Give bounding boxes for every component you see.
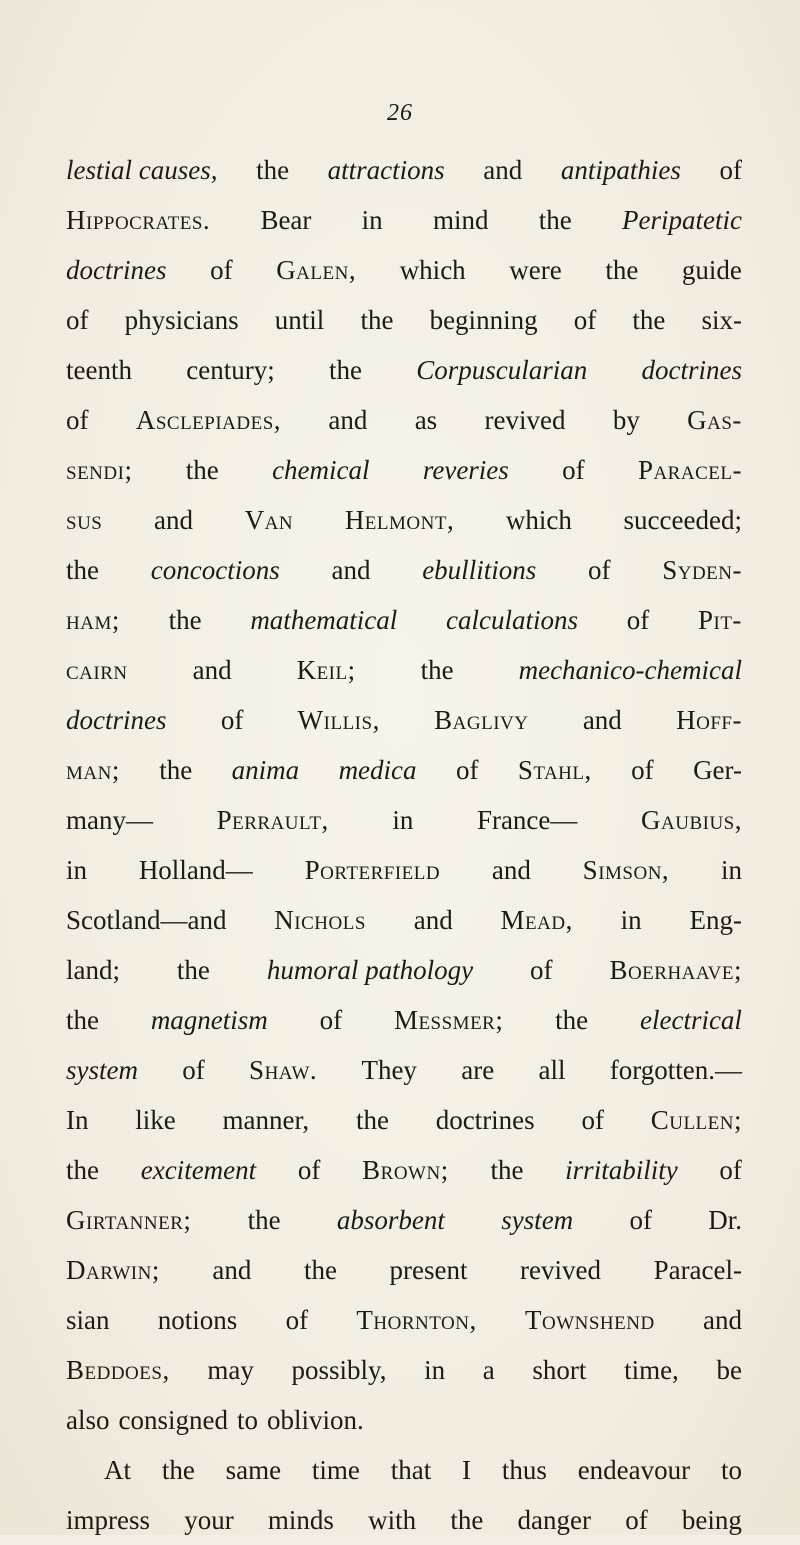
word: magnetism <box>150 1005 268 1035</box>
word: attractions <box>327 155 445 185</box>
word: guide <box>681 255 742 285</box>
word: the <box>450 1505 484 1535</box>
word: Paracel- <box>653 1255 742 1285</box>
word: the <box>360 305 394 335</box>
word: Porterfield <box>304 855 441 885</box>
word: the <box>538 205 572 235</box>
word: of <box>220 705 244 735</box>
word: doctrines <box>66 255 167 285</box>
text-line <box>66 345 742 395</box>
word: in <box>720 855 742 885</box>
text-line <box>66 695 742 745</box>
word: lestial causes, <box>66 155 218 185</box>
word: electrical <box>639 1005 742 1035</box>
word: cairn <box>66 655 128 685</box>
word: the <box>355 1105 389 1135</box>
word: Paracel- <box>637 455 742 485</box>
word: and <box>491 855 531 885</box>
word: mind <box>432 205 489 235</box>
word: also <box>66 1405 110 1435</box>
text-line <box>66 745 742 795</box>
word: antipathies <box>560 155 681 185</box>
text-line <box>66 1395 742 1445</box>
word: of <box>530 955 553 985</box>
word: Darwin; <box>66 1255 160 1285</box>
word: revived <box>520 1255 601 1285</box>
word: the <box>161 1455 195 1485</box>
word: and <box>413 905 453 935</box>
text-line <box>66 1045 742 1095</box>
word: in <box>66 855 88 885</box>
word: of <box>631 755 654 785</box>
word: to <box>720 1455 742 1485</box>
word: Keil; <box>296 655 356 685</box>
word: the <box>185 455 219 485</box>
page-number: 26 <box>387 100 413 126</box>
word: the <box>66 555 99 585</box>
text-line <box>66 245 742 295</box>
word: anima <box>231 755 300 785</box>
word: France— <box>476 805 578 835</box>
word: succeeded; <box>623 505 742 535</box>
word: calculations <box>446 605 579 635</box>
word: of <box>625 1505 648 1535</box>
text-line <box>66 945 742 995</box>
word: land; <box>66 955 120 985</box>
word: the <box>66 1155 99 1185</box>
text-line <box>66 1195 742 1245</box>
word: sus <box>66 505 103 535</box>
word: medica <box>338 755 417 785</box>
word: irritability <box>565 1155 678 1185</box>
word: doctrines <box>435 1105 535 1135</box>
word: present <box>389 1255 468 1285</box>
word: of <box>626 605 650 635</box>
word: Corpuscularian <box>416 355 588 385</box>
word: Gaubius, <box>641 805 742 835</box>
word: Perrault, <box>216 805 329 835</box>
word: same <box>225 1455 282 1485</box>
text-line <box>66 1245 742 1295</box>
word: like <box>135 1105 176 1135</box>
word: minds <box>267 1505 334 1535</box>
word: that <box>390 1455 432 1485</box>
word: the <box>159 755 193 785</box>
word: in <box>392 805 414 835</box>
word: of <box>719 1155 742 1185</box>
word: of <box>455 755 479 785</box>
word: the <box>420 655 454 685</box>
word: of <box>573 305 597 335</box>
word: and <box>328 405 368 435</box>
word: in <box>620 905 642 935</box>
text-line <box>66 645 742 695</box>
text-line <box>66 1145 742 1195</box>
text-line <box>66 1295 742 1345</box>
word: and <box>582 705 622 735</box>
word: reveries <box>422 455 509 485</box>
word: were <box>509 255 562 285</box>
text-line <box>66 1495 742 1545</box>
text-line <box>66 895 742 945</box>
word: endeavour <box>577 1455 691 1485</box>
word: of <box>319 1005 343 1035</box>
text-line <box>66 995 742 1045</box>
word: short <box>532 1355 587 1385</box>
word: consigned <box>118 1405 228 1435</box>
word: I <box>462 1455 472 1485</box>
word: absorbent <box>336 1205 445 1235</box>
word: the <box>490 1155 524 1185</box>
text-line <box>66 845 742 895</box>
word: notions <box>157 1305 238 1335</box>
word: Van <box>244 505 294 535</box>
word: with <box>368 1505 417 1535</box>
word: physicians <box>124 305 239 335</box>
word: Townshend <box>525 1305 655 1335</box>
word: the <box>328 355 362 385</box>
word: Thornton, <box>356 1305 477 1335</box>
word: be <box>716 1355 742 1385</box>
word: a <box>482 1355 495 1385</box>
text-line <box>66 595 742 645</box>
word: of <box>629 1205 652 1235</box>
word: Baglivy <box>434 705 529 735</box>
word: the <box>632 305 666 335</box>
word: Beddoes, <box>66 1355 170 1385</box>
word: of <box>562 455 585 485</box>
word: of <box>285 1305 309 1335</box>
word: possibly, <box>291 1355 387 1385</box>
word: impress <box>66 1505 150 1535</box>
word: in <box>424 1355 446 1385</box>
word: of <box>587 555 611 585</box>
word: Eng- <box>689 905 742 935</box>
word: Pit- <box>697 605 742 635</box>
word: Syden- <box>662 555 742 585</box>
word: the <box>605 255 639 285</box>
word: Hoff- <box>676 705 742 735</box>
word: are <box>461 1055 495 1085</box>
word: mathematical <box>250 605 398 635</box>
word: Bear <box>260 205 312 235</box>
word: ham; <box>66 605 120 635</box>
word: may <box>207 1355 254 1385</box>
text-line <box>66 295 742 345</box>
text-line <box>66 545 742 595</box>
word: which <box>505 505 572 535</box>
word: and <box>331 555 371 585</box>
word: of <box>66 405 89 435</box>
word: the <box>176 955 210 985</box>
word: Messmer; <box>393 1005 504 1035</box>
word: Boerhaave; <box>609 955 742 985</box>
word: century; <box>186 355 275 385</box>
word: and <box>212 1255 252 1285</box>
text-line <box>66 395 742 445</box>
word: to <box>236 1405 258 1435</box>
text-line <box>66 1345 742 1395</box>
word: the <box>303 1255 337 1285</box>
word: oblivion. <box>267 1405 364 1435</box>
word: and <box>703 1305 742 1335</box>
word: beginning <box>429 305 538 335</box>
word: of <box>182 1055 205 1085</box>
word: all <box>538 1055 566 1085</box>
word: and <box>483 155 523 185</box>
text-line <box>66 145 742 195</box>
word: Peripatetic <box>622 205 742 235</box>
word: Nichols <box>274 905 366 935</box>
word: Holland— <box>138 855 253 885</box>
word: as <box>414 405 438 435</box>
word: the <box>168 605 202 635</box>
word: Shaw. <box>249 1055 318 1085</box>
text-line <box>66 795 742 845</box>
word: chemical <box>272 455 370 485</box>
text-line <box>66 195 742 245</box>
word: In <box>66 1105 89 1135</box>
word: Galen, <box>276 255 357 285</box>
word: Scotland—and <box>66 905 227 935</box>
word: many— <box>66 805 153 835</box>
text-line <box>66 495 742 545</box>
word: Stahl, <box>517 755 592 785</box>
word: Willis, <box>297 705 380 735</box>
word: Brown; <box>362 1155 449 1185</box>
word: Dr. <box>708 1205 742 1235</box>
word: the <box>66 1005 99 1035</box>
word: concoctions <box>150 555 280 585</box>
word: revived <box>484 405 566 435</box>
word: man; <box>66 755 120 785</box>
word: Asclepiades, <box>135 405 282 435</box>
word: excitement <box>140 1155 257 1185</box>
word: mechanico-chemical <box>518 655 742 685</box>
word: ebullitions <box>422 555 537 585</box>
word: doctrines <box>66 705 167 735</box>
word: time <box>311 1455 360 1485</box>
word: sendi; <box>66 455 133 485</box>
word: forgotten.— <box>609 1055 742 1085</box>
word: system <box>501 1205 574 1235</box>
word: Mead, <box>500 905 573 935</box>
word: your <box>184 1505 234 1535</box>
word: Gas- <box>687 405 742 435</box>
word: and <box>154 505 194 535</box>
word: humoral pathology <box>266 955 474 985</box>
word: danger <box>517 1505 592 1535</box>
text-line <box>66 1445 742 1495</box>
word: thus <box>501 1455 547 1485</box>
word: the <box>247 1205 281 1235</box>
word: Helmont, <box>344 505 455 535</box>
word: of <box>210 255 233 285</box>
word: Simson, <box>582 855 670 885</box>
word: of <box>719 155 742 185</box>
word: Ger- <box>693 755 742 785</box>
word: Hippocrates. <box>66 205 211 235</box>
word: in <box>361 205 383 235</box>
word: of <box>581 1105 604 1135</box>
word: time, <box>624 1355 679 1385</box>
word: At <box>104 1455 131 1485</box>
word: Girtanner; <box>66 1205 192 1235</box>
word: manner, <box>222 1105 310 1135</box>
body-text <box>66 145 742 1545</box>
word: system <box>66 1055 138 1085</box>
word: the <box>256 155 290 185</box>
word: and <box>192 655 232 685</box>
word: which <box>399 255 466 285</box>
word: until <box>274 305 325 335</box>
word: doctrines <box>641 355 742 385</box>
text-line <box>66 1095 742 1145</box>
text-line <box>66 445 742 495</box>
word: Cullen; <box>650 1105 742 1135</box>
word: the <box>555 1005 589 1035</box>
word: They <box>361 1055 417 1085</box>
word: six- <box>701 305 742 335</box>
word: sian <box>66 1305 110 1335</box>
word: of <box>297 1155 321 1185</box>
word: of <box>66 305 89 335</box>
word: being <box>681 1505 742 1535</box>
word: by <box>612 405 640 435</box>
word: teenth <box>66 355 132 385</box>
